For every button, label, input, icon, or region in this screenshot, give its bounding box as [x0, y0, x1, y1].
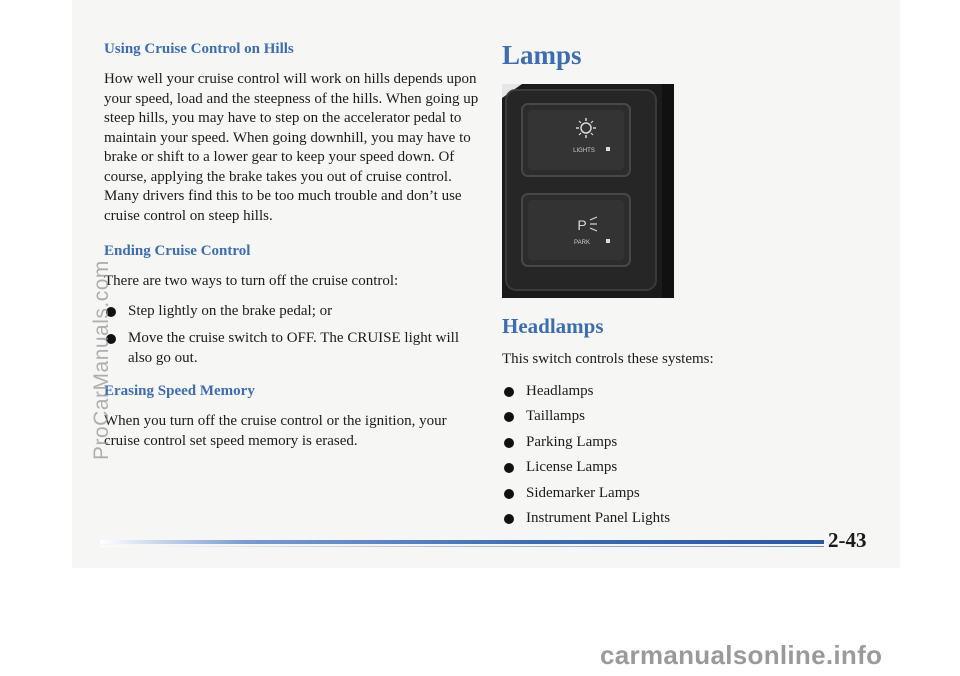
bullet-icon — [504, 463, 514, 473]
indicator-light — [606, 239, 610, 243]
bullet-icon — [504, 412, 514, 422]
ending-cruise-list — [104, 302, 480, 369]
list-item — [104, 302, 480, 322]
subsection-title-headlamps: Headlamps — [502, 314, 604, 338]
page-number: 2-43 — [828, 528, 867, 552]
heading-cruise-hills: Using Cruise Control on Hills — [104, 41, 294, 57]
bottom-watermark[interactable]: carmanualsonline.info — [600, 640, 883, 670]
list-item-text: Taillamps — [526, 408, 585, 424]
park-label: PARK — [574, 240, 590, 246]
section-title-lamps: Lamps — [502, 40, 582, 70]
bullet-icon — [504, 387, 514, 397]
bullet-icon — [504, 514, 514, 524]
footer-rule-thin — [100, 546, 824, 547]
list-item-text: Sidemarker Lamps — [526, 484, 640, 501]
bullet-icon — [504, 438, 514, 448]
side-watermark — [90, 0, 114, 676]
paragraph-erasing-memory: When you turn off the cruise control or the ignition, your cruise control set speed memory is erased. — [104, 413, 447, 449]
lights-label: LIGHTS — [573, 148, 595, 154]
right-column — [502, 40, 882, 535]
lamp-switch-photo — [502, 84, 674, 298]
list-item-text: Instrument Panel Lights — [526, 510, 671, 526]
list-item-text: License Lamps — [526, 459, 618, 475]
headlamps-systems-list — [502, 382, 882, 529]
indicator-light — [606, 147, 610, 151]
list-item — [502, 458, 882, 478]
footer-rule — [100, 540, 824, 544]
list-item — [502, 433, 882, 453]
svg-text:P: P — [577, 217, 587, 233]
heading-erasing-memory: Erasing Speed Memory — [104, 383, 255, 399]
left-column — [104, 40, 480, 467]
side-watermark-text: ProCarManuals.com — [90, 260, 113, 460]
list-item — [104, 329, 480, 368]
list-item — [502, 382, 882, 402]
bullet-icon — [504, 489, 514, 499]
paragraph-ending-intro: There are two ways to turn off the cruise control: — [104, 273, 399, 289]
list-item-text: Parking Lamps — [526, 433, 618, 450]
list-item — [502, 484, 882, 504]
list-item — [502, 407, 882, 427]
list-item-text: Headlamps — [526, 382, 594, 399]
lamp-switch-illustration — [502, 84, 674, 298]
list-item-text: Step lightly on the brake pedal; or — [128, 302, 333, 319]
paragraph-cruise-hills: How well your cruise control will work on hills depends upon your speed, load and the steepness of the hills. When going up steep hills, you may have to step on the accelerator pedal to maintain your speed. When going downhill, you may have to brake or shift to a lower gear to keep your speed down. Of course, applying the brake takes you out of cruise control. Many drivers find this to be too much trouble and don’t use cruise control on steep hills. — [104, 71, 479, 224]
list-item-text: Move the cruise switch to OFF. The CRUISE light will also go out. — [128, 330, 460, 366]
paragraph-headlamps-intro: This switch controls these systems: — [502, 351, 714, 367]
list-item — [502, 509, 882, 529]
heading-ending-cruise: Ending Cruise Control — [104, 243, 251, 259]
